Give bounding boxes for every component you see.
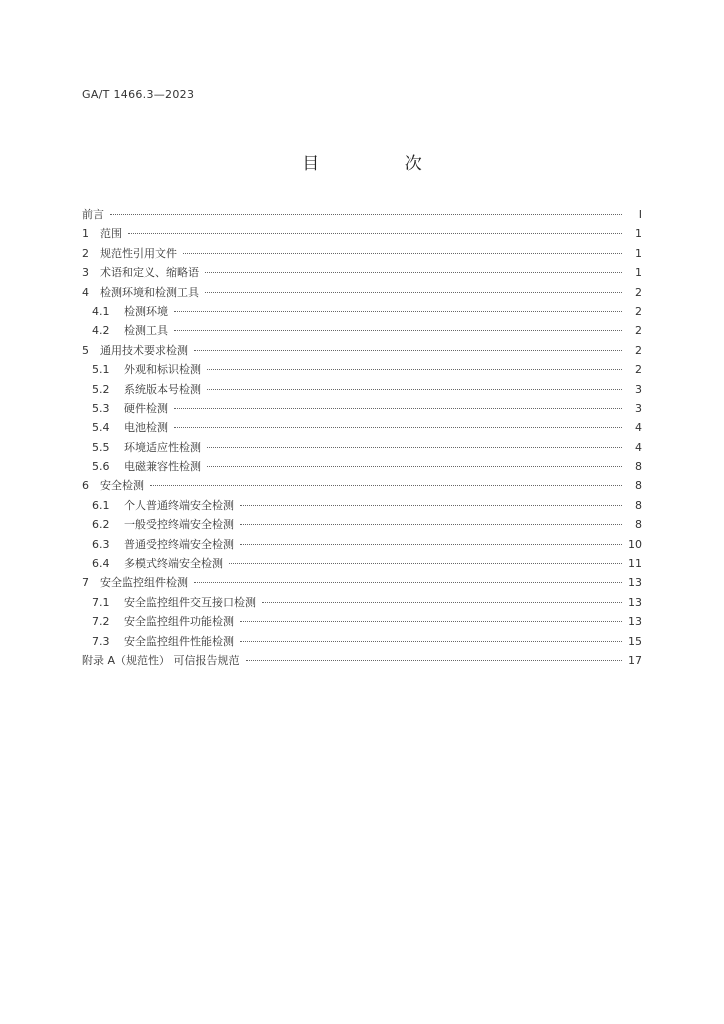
toc-entry-number: 4 bbox=[82, 285, 89, 299]
toc-entry-number: 1 bbox=[82, 227, 89, 241]
toc-entry bbox=[82, 555, 642, 574]
toc-entry-page: 8 bbox=[635, 479, 642, 493]
toc-entry bbox=[82, 652, 642, 671]
toc-entry bbox=[82, 225, 642, 244]
toc-entry-title: 安全监控组件功能检测 bbox=[124, 615, 234, 629]
toc-leader-dots bbox=[207, 447, 622, 448]
toc-leader-dots bbox=[174, 408, 622, 409]
toc-entry-title: 个人普通终端安全检测 bbox=[124, 498, 234, 512]
toc-entry-title: 系统版本号检测 bbox=[124, 382, 201, 396]
page-title: 目 次 bbox=[302, 154, 462, 174]
toc-entry bbox=[82, 458, 642, 477]
toc-leader-dots bbox=[240, 641, 622, 642]
toc-entry-number: 7.1 bbox=[92, 595, 110, 609]
toc-entry bbox=[82, 400, 642, 419]
toc-entry-title: 检测环境和检测工具 bbox=[100, 285, 199, 299]
toc-entry-page: 3 bbox=[635, 401, 642, 415]
toc-entry-title: 多模式终端安全检测 bbox=[124, 557, 223, 571]
toc-entry-title: 安全监控组件交互接口检测 bbox=[124, 595, 256, 609]
toc-entry-page: 2 bbox=[635, 285, 642, 299]
toc-leader-dots bbox=[240, 621, 622, 622]
toc-entry-title: 外观和标识检测 bbox=[124, 363, 201, 377]
toc-entry-page: 8 bbox=[635, 460, 642, 474]
toc-entry bbox=[82, 264, 642, 283]
toc-entry-page: 17 bbox=[628, 653, 642, 667]
toc-leader-dots bbox=[246, 660, 622, 661]
toc-entry-page: 11 bbox=[628, 557, 642, 571]
toc-entry-number: 4.1 bbox=[92, 304, 110, 318]
toc-entry bbox=[82, 633, 642, 652]
toc-entry bbox=[82, 594, 642, 613]
toc-leader-dots bbox=[262, 602, 622, 603]
toc-entry-title: 电磁兼容性检测 bbox=[124, 460, 201, 474]
toc-entry bbox=[82, 439, 642, 458]
toc-entry-title: 电池检测 bbox=[124, 421, 168, 435]
toc-entry-title: 前言 bbox=[82, 208, 104, 221]
toc-entry-title: 范围 bbox=[100, 227, 122, 241]
toc-entry bbox=[82, 477, 642, 496]
toc-leader-dots bbox=[174, 311, 622, 312]
toc-entry bbox=[82, 613, 642, 632]
toc-entry-number: 4.2 bbox=[92, 324, 110, 338]
toc-leader-dots bbox=[205, 272, 622, 273]
toc-entry-number: 6.1 bbox=[92, 498, 110, 512]
toc-entry-number: 5.1 bbox=[92, 363, 110, 377]
toc-entry-number: 6.3 bbox=[92, 537, 110, 551]
toc-entry-title: 硬件检测 bbox=[124, 401, 168, 415]
toc-entry bbox=[82, 245, 642, 264]
toc-leader-dots bbox=[174, 330, 622, 331]
toc-leader-dots bbox=[194, 350, 622, 351]
toc-entry-title: 规范性引用文件 bbox=[100, 246, 177, 260]
toc-entry-title: 安全监控组件检测 bbox=[100, 576, 188, 590]
toc-entry bbox=[82, 303, 642, 322]
toc-entry-page: 1 bbox=[635, 246, 642, 260]
toc-leader-dots bbox=[207, 466, 622, 467]
toc-entry-page: 13 bbox=[628, 576, 642, 590]
toc-entry-page: 13 bbox=[628, 615, 642, 629]
toc-entry-title: 检测环境 bbox=[124, 304, 168, 318]
table-of-contents bbox=[82, 206, 642, 671]
toc-entry bbox=[82, 206, 642, 225]
toc-entry-page: I bbox=[638, 208, 642, 221]
toc-leader-dots bbox=[229, 563, 622, 564]
toc-entry-title: 普通受控终端安全检测 bbox=[124, 537, 234, 551]
toc-leader-dots bbox=[240, 524, 622, 525]
toc-entry-number: 5 bbox=[82, 343, 89, 357]
toc-entry-number: 6.4 bbox=[92, 557, 110, 571]
toc-entry bbox=[82, 361, 642, 380]
toc-entry bbox=[82, 284, 642, 303]
toc-entry bbox=[82, 342, 642, 361]
toc-entry bbox=[82, 381, 642, 400]
toc-entry-title: 环境适应性检测 bbox=[124, 440, 201, 454]
toc-leader-dots bbox=[183, 253, 622, 254]
toc-entry-page: 2 bbox=[635, 324, 642, 338]
toc-leader-dots bbox=[194, 582, 622, 583]
toc-entry-page: 15 bbox=[628, 634, 642, 648]
toc-entry bbox=[82, 497, 642, 516]
toc-leader-dots bbox=[207, 389, 622, 390]
toc-entry-page: 2 bbox=[635, 343, 642, 357]
toc-entry-page: 4 bbox=[635, 440, 642, 454]
toc-entry-title: 安全监控组件性能检测 bbox=[124, 634, 234, 648]
toc-leader-dots bbox=[240, 505, 622, 506]
toc-entry-number: 6 bbox=[82, 479, 89, 493]
toc-entry-number: 5.5 bbox=[92, 440, 110, 454]
toc-entry-number: 5.4 bbox=[92, 421, 110, 435]
toc-entry bbox=[82, 322, 642, 341]
toc-entry-page: 13 bbox=[628, 595, 642, 609]
toc-entry-title: 术语和定义、缩略语 bbox=[100, 266, 199, 280]
toc-entry bbox=[82, 419, 642, 438]
toc-leader-dots bbox=[110, 214, 622, 215]
toc-entry-number: 2 bbox=[82, 246, 89, 260]
toc-leader-dots bbox=[240, 544, 622, 545]
toc-entry-page: 2 bbox=[635, 304, 642, 318]
toc-entry-number: 5.2 bbox=[92, 382, 110, 396]
toc-entry-page: 4 bbox=[635, 421, 642, 435]
toc-leader-dots bbox=[174, 427, 622, 428]
toc-entry-title: 检测工具 bbox=[124, 324, 168, 338]
toc-entry-title: 附录 A（规范性） 可信报告规范 bbox=[82, 653, 240, 667]
toc-entry-number: 5.3 bbox=[92, 401, 110, 415]
toc-entry-number: 5.6 bbox=[92, 460, 110, 474]
toc-entry-page: 8 bbox=[635, 518, 642, 532]
toc-entry-page: 2 bbox=[635, 363, 642, 377]
toc-entry-title: 一般受控终端安全检测 bbox=[124, 518, 234, 532]
toc-leader-dots bbox=[128, 233, 622, 234]
toc-entry-page: 1 bbox=[635, 227, 642, 241]
toc-entry-number: 7 bbox=[82, 576, 89, 590]
toc-entry bbox=[82, 536, 642, 555]
toc-entry-title: 安全检测 bbox=[100, 479, 144, 493]
toc-entry-number: 7.2 bbox=[92, 615, 110, 629]
toc-entry-number: 3 bbox=[82, 266, 89, 280]
toc-entry-page: 1 bbox=[635, 266, 642, 280]
toc-entry-number: 6.2 bbox=[92, 518, 110, 532]
toc-entry bbox=[82, 516, 642, 535]
toc-entry-page: 10 bbox=[628, 537, 642, 551]
toc-entry-number: 7.3 bbox=[92, 634, 110, 648]
toc-entry-page: 3 bbox=[635, 382, 642, 396]
document-code: GA/T 1466.3—2023 bbox=[82, 88, 195, 101]
toc-leader-dots bbox=[207, 369, 622, 370]
toc-leader-dots bbox=[205, 292, 622, 293]
toc-leader-dots bbox=[150, 485, 622, 486]
toc-entry-title: 通用技术要求检测 bbox=[100, 343, 188, 357]
toc-entry-page: 8 bbox=[635, 498, 642, 512]
toc-entry bbox=[82, 574, 642, 593]
